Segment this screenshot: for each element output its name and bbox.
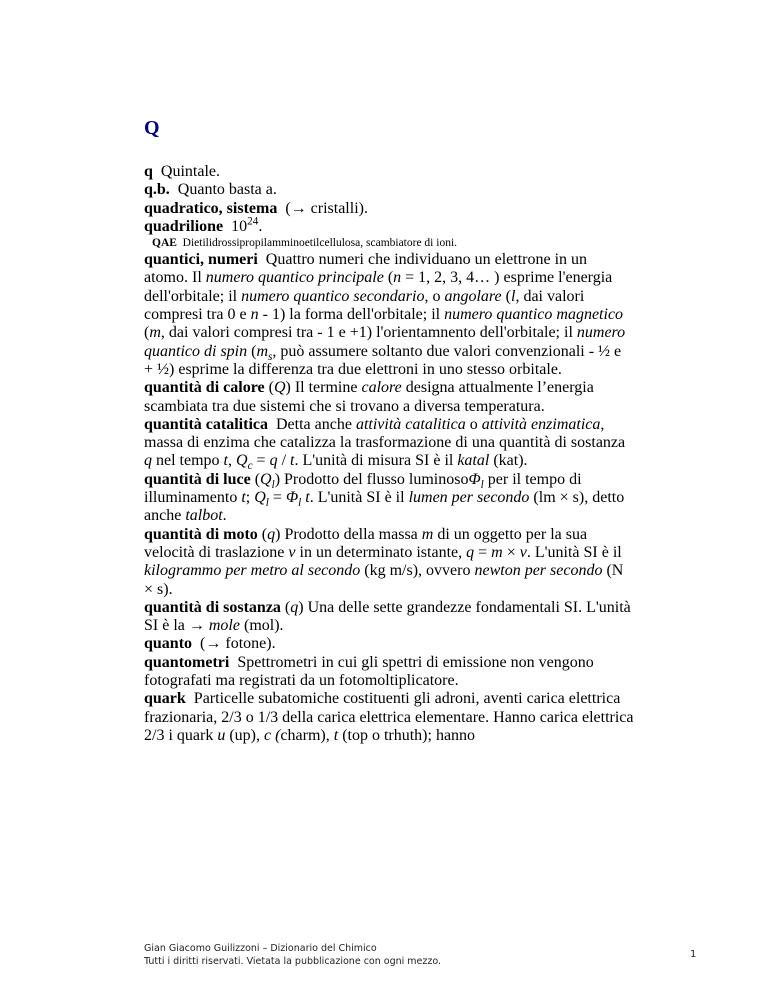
- entry-term: quark: [144, 690, 186, 708]
- entry-text-segment: lumen per secondo: [408, 489, 530, 507]
- entry-text-segment: t: [241, 489, 246, 507]
- entry-text-segment: m: [421, 525, 434, 543]
- entry-text-segment: newton per secondo: [474, 562, 603, 580]
- dictionary-entry: [144, 236, 634, 251]
- entry-text-segment: Particelle subatomiche costituenti gli adroni, aventi carica elettrica frazionaria, 2/3 o 1/3 della carica elettrica elementare. Hanno carica elettrica 2/3 i quark: [144, 690, 634, 744]
- entry-text-segment: (: [144, 324, 150, 342]
- entry-text-segment: Φ: [285, 489, 299, 507]
- entry-text-segment: ) Il termine: [285, 379, 362, 397]
- entry-text-segment: numero quantico secondario: [241, 287, 425, 305]
- dictionary-entry: [144, 215, 634, 236]
- entry-text-segment: q: [144, 452, 152, 470]
- entry-text-segment: nel tempo: [152, 452, 224, 470]
- entry-text-segment: calore: [361, 379, 402, 397]
- entry-text-segment: mole: [208, 617, 240, 635]
- entry-text-segment: (up),: [225, 726, 264, 744]
- page-number: 1: [690, 949, 697, 960]
- entry-text-segment: , dai valori compresi tra 0 e: [144, 287, 585, 324]
- entry-term: quantità di sostanza: [144, 598, 281, 616]
- entry-text-segment: katal: [457, 452, 490, 470]
- entry-gap: [170, 181, 178, 198]
- entry-term: quantità catalitica: [144, 415, 268, 433]
- entry-term: quadratico, sistema: [144, 199, 278, 217]
- entry-text-segment: Q: [260, 470, 272, 488]
- entry-text-segment: numero quantico di spin: [144, 324, 626, 360]
- entry-text-segment: . L'unità SI è il: [309, 489, 409, 507]
- entry-text-segment: l: [480, 478, 484, 491]
- dictionary-entry: [144, 416, 634, 471]
- entry-text-segment: =: [268, 489, 286, 507]
- entry-text-segment: . L'unità di misura SI è il: [294, 452, 458, 470]
- entry-text-segment: q: [466, 543, 475, 561]
- entry-gap: [223, 218, 231, 235]
- entry-text-segment: di un oggetto per la sua velocità di traslazione: [144, 525, 588, 561]
- entry-text-segment: (: [383, 269, 394, 287]
- entry-text-segment: Quattro numeri che individuano un elettrone in un atomo. Il: [144, 251, 588, 287]
- entry-text-segment: per il tempo di illuminamento: [144, 470, 582, 507]
- entry-text-segment: = 1, 2, 3, 4… ) esprime l'energia dell'orbitale; il: [144, 269, 613, 305]
- entry-text-segment: Φ: [468, 470, 481, 488]
- entry-text-segment: l: [271, 478, 275, 491]
- dictionary-entry: [144, 163, 634, 181]
- entry-text-segment: n: [250, 306, 259, 324]
- entry-text-segment: Spettrometri in cui gli spettri di emissione non vengono fotografati ma registrati da un fotomoltiplicatore.: [144, 653, 594, 690]
- entry-text-segment: 10: [231, 217, 248, 235]
- entry-text-segment: talbot: [185, 507, 223, 525]
- entry-term: quantometri: [144, 653, 230, 671]
- entry-term: quantici, numeri: [144, 251, 258, 269]
- entry-term: quantità di calore: [144, 379, 265, 397]
- entry-text-segment: n: [393, 269, 402, 287]
- entry-text-segment: (lm × s), detto anche: [144, 489, 625, 525]
- entry-text-segment: , massa di enzima che catalizza la trasformazione di una quantità di sostanza: [144, 415, 626, 452]
- dictionary-entry: [144, 635, 634, 653]
- entry-text-segment: (: [268, 379, 274, 397]
- dictionary-entries: [144, 163, 634, 745]
- entry-text-segment: =: [252, 452, 270, 470]
- entry-text-segment: Detta anche: [276, 415, 356, 433]
- entry-term: q.b.: [144, 181, 170, 199]
- entry-text-segment: =: [474, 543, 492, 561]
- entry-term: q: [144, 163, 153, 180]
- entry-text-segment: attività catalitica: [355, 415, 466, 433]
- entry-text-segment: . L'unità SI è il: [526, 543, 622, 561]
- entry-text-segment: ×: [502, 543, 520, 561]
- entry-text-segment: , o: [424, 287, 445, 305]
- entry-text-segment: l: [510, 287, 516, 305]
- entry-text-segment: q: [269, 452, 278, 470]
- entry-text-segment: kilogrammo per metro al secondo: [144, 562, 361, 580]
- entry-text-segment: .: [222, 507, 227, 525]
- entry-text-segment: (→ fotone).: [200, 635, 276, 653]
- entry-text-segment: u: [217, 726, 226, 744]
- entry-term: quantità di moto: [144, 525, 258, 543]
- footer-rights-line: Tutti i diritti riservati. Vietata la pubblicazione con ogni mezzo.: [144, 956, 442, 967]
- entry-term: quanto: [144, 635, 193, 653]
- entry-text-segment: ,: [228, 452, 236, 470]
- entry-text-segment: Q: [254, 489, 266, 507]
- entry-text-segment: q: [290, 598, 299, 616]
- entry-text-segment: /: [277, 452, 291, 470]
- entry-term: quantità di luce: [144, 470, 251, 488]
- entry-text-segment: m: [256, 342, 268, 360]
- entry-text-segment: l: [298, 497, 302, 510]
- entry-text-segment: (→ cristalli).: [285, 199, 368, 217]
- entry-gap: [186, 690, 194, 707]
- entry-text-segment: q: [267, 525, 276, 543]
- entry-text-segment: t: [305, 489, 310, 507]
- entry-text-segment: t: [223, 452, 228, 470]
- entry-gap: [153, 163, 161, 180]
- dictionary-entry: [144, 181, 634, 199]
- entry-text-segment: in un determinato istante,: [295, 543, 467, 561]
- entry-text-segment: - 1) la forma dell'orbitale; il: [258, 306, 445, 324]
- entry-text-segment: designa attualmente l’energia scambiata tra due sistemi che si trovano a diversa temperatura.: [144, 379, 594, 415]
- entry-text-segment: s: [268, 350, 273, 363]
- entry-text-segment: Dietilidrossipropilamminoetilcellulosa, scambiatore di ioni.: [182, 237, 458, 250]
- entry-text-segment: angolare: [444, 287, 502, 305]
- entry-term: QAE: [152, 237, 177, 250]
- entry-text-segment: c (: [263, 726, 281, 744]
- entry-gap: [192, 635, 200, 652]
- entry-text-segment: (: [254, 470, 261, 488]
- entry-text-segment: (kat).: [489, 452, 528, 470]
- entry-text-segment: t: [333, 726, 339, 744]
- entry-text-segment: (: [247, 342, 257, 360]
- entry-text-segment: numero quantico magnetico: [444, 306, 624, 324]
- entry-text-segment: , può assumere soltanto due valori convenzionali - ½ e + ½) esprime la differenza tra due elettroni in uno stesso orbitale.: [144, 342, 622, 378]
- entry-text-segment: attività enzimatica: [481, 415, 601, 433]
- entry-text-segment: (kg m/s), ovvero: [360, 562, 475, 580]
- entry-text-segment: v: [519, 543, 527, 561]
- entry-text-segment: c: [247, 460, 253, 473]
- entry-gap: [258, 251, 266, 268]
- page-footer: [144, 942, 704, 968]
- entry-term: quadrilione: [144, 217, 224, 235]
- entry-text-segment: charm),: [280, 726, 334, 744]
- dictionary-entry: [144, 690, 634, 745]
- entry-text-segment: l: [265, 497, 269, 510]
- entry-text-segment: (: [261, 525, 268, 543]
- entry-text-segment: ;: [245, 489, 255, 507]
- dictionary-entry: [144, 654, 634, 691]
- entry-text-segment: numero quantico principale: [205, 269, 384, 287]
- dictionary-entry: [144, 526, 634, 599]
- dictionary-entry: [144, 471, 634, 526]
- entry-text-segment: t: [290, 452, 295, 470]
- dictionary-entry: [144, 200, 634, 218]
- entry-text-segment: (N × s).: [144, 562, 624, 598]
- dictionary-entry: [144, 379, 634, 416]
- entry-text-segment: v: [288, 543, 296, 561]
- entry-text-segment: m: [149, 324, 161, 342]
- entry-text-segment: (mol).: [239, 617, 284, 635]
- dictionary-entry: [144, 599, 634, 636]
- entry-text-segment: ) Prodotto del flusso luminoso: [274, 470, 469, 488]
- entry-text-segment: ) Prodotto della massa: [275, 525, 422, 543]
- entry-text-segment: o: [465, 415, 482, 433]
- entry-text-segment: (: [501, 287, 511, 305]
- dictionary-entry: [144, 251, 634, 379]
- footer-author-line: Gian Giacomo Guilizzoni – Dizionario del Chimico: [144, 943, 377, 954]
- entry-text-segment: .: [258, 217, 263, 235]
- entry-gap: [268, 416, 276, 433]
- entry-text-segment: ) Una delle sette grandezze fondamentali SI. L'unità SI è la →: [144, 598, 631, 635]
- entry-text-segment: , dai valori compresi tra - 1 e +1) l'orientamnento dell'orbitale; il: [160, 324, 577, 342]
- entry-text-segment: Q: [273, 379, 286, 397]
- entry-text-segment: Quintale.: [160, 163, 220, 180]
- entry-text-segment: 24: [247, 215, 259, 228]
- entry-text-segment: Q: [236, 452, 248, 470]
- section-letter: Q: [144, 117, 160, 139]
- entry-text-segment: (: [284, 598, 291, 616]
- entry-text-segment: m: [491, 543, 503, 561]
- entry-text-segment: Quanto basta a.: [177, 181, 277, 199]
- entry-text-segment: (top o trhuth); hanno: [338, 726, 476, 744]
